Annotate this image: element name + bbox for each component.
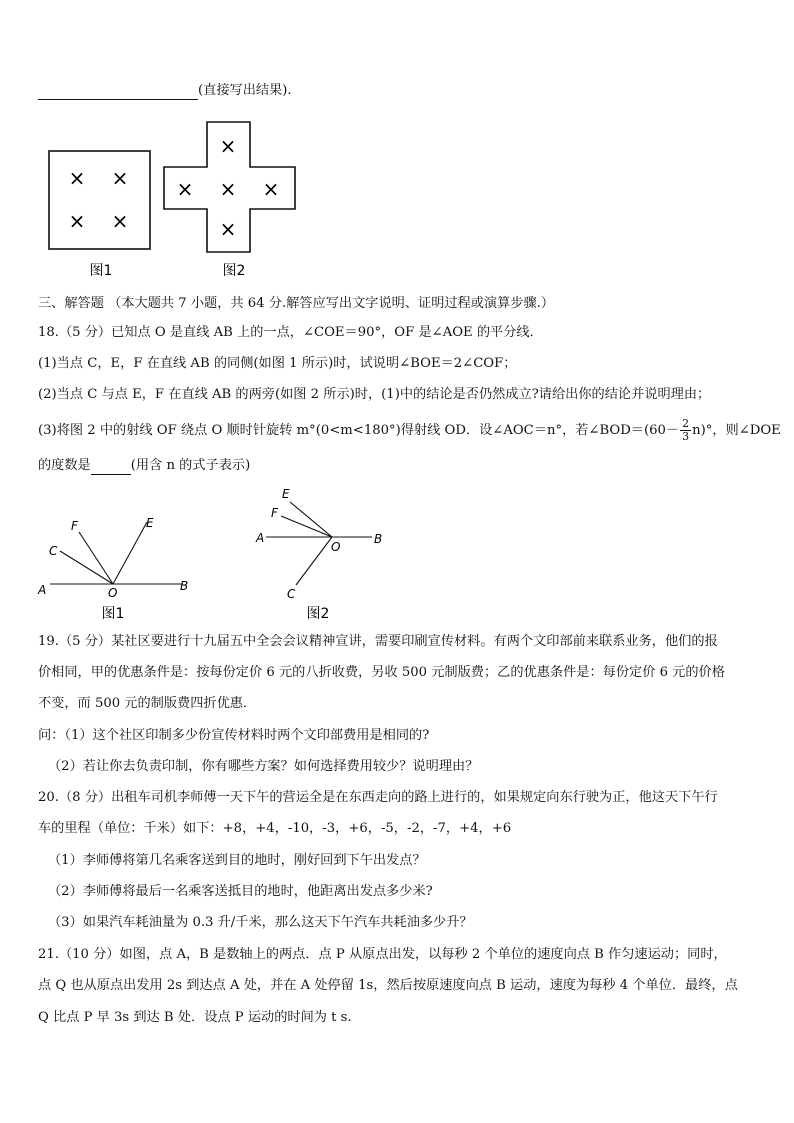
- fraction: [680, 418, 691, 443]
- q17-answer-line: [38, 82, 292, 100]
- q18-part3: [38, 418, 781, 444]
- q18-part3-b: n)°，则∠DOE: [692, 423, 781, 438]
- q20-ask1: （1）李师傅将第几名乘客送到目的地时，刚好回到下午出发点？: [48, 853, 426, 868]
- q19-ask1: 问：（1）这个社区印制多少份宣传材料时两个文印部费用是相同的?: [38, 728, 430, 743]
- q17-suffix: (直接写出结果).: [198, 83, 292, 98]
- label-B: B: [180, 579, 189, 593]
- q18-part3-d: (用含 n 的式子表示): [130, 458, 251, 473]
- q18-figures: [0, 485, 794, 625]
- label-B: B: [374, 532, 383, 546]
- section-heading: 三、解答题 （本大题共 7 小题，共 64 分.解答应写出文字说明、证明过程或演算步骤.）: [38, 296, 555, 311]
- fig2-mark: ×: [219, 217, 237, 241]
- q21-line1: 21.（10 分）如图，点 A，B 是数轴上的两点．点 P 从原点出发，以每秒 2 个单位的速度向点 B 作匀速运动；同时，: [38, 947, 727, 962]
- answer-blank: [38, 85, 198, 100]
- label-A: A: [256, 531, 265, 545]
- answer-blank: [91, 460, 131, 475]
- q19-line1: 19.（5 分）某社区要进行十九届五中全会会议精神宣讲，需要印刷宣传材料。有两个文印部前来联系业务，他们的报: [38, 634, 718, 649]
- q20-ask2: （2）李师傅将最后一名乘客送抵目的地时，他距离出发点多少米?: [48, 884, 433, 899]
- fig1-caption: 图1: [101, 606, 125, 622]
- fig2-mark: ×: [219, 177, 237, 201]
- q18-fig1: [50, 522, 182, 584]
- fig2-mark: ×: [176, 177, 194, 201]
- q19-line3: 不变，而 500 元的制版费四折优惠．: [38, 696, 257, 711]
- q19-line2: 价相同，甲的优惠条件是：按每份定价 6 元的八折收费，另收 500 元制版费；乙的优惠条件是：每份定价 6 元的价格: [38, 665, 725, 680]
- label-E: E: [146, 516, 154, 530]
- q21-line3: Q 比点 P 早 3s 到达 B 处．设点 P 运动的时间为 t s.: [38, 1010, 352, 1025]
- fraction-denominator: 3: [682, 430, 690, 443]
- label-O: O: [108, 586, 118, 600]
- q18-fig2: [266, 502, 372, 585]
- q18-part3-cont: [38, 457, 250, 475]
- fig1-caption: 图1: [89, 263, 113, 279]
- fig2-mark: ×: [219, 134, 237, 158]
- q18-part3-a: (3)将图 2 中的射线 OF 绕点 O 顺时针旋转 m°(0<m<180°)得射线 OD．设∠AOC＝n°，若∠BOD＝(60－: [38, 423, 680, 438]
- q18-stem: 18.（5 分）已知点 O 是直线 AB 上的一点，∠COE＝90°，OF 是∠AOE 的平分线．: [38, 325, 543, 340]
- q18-part2: (2)当点 C 与点 E，F 在直线 AB 的两旁(如图 2 所示)时，(1)中的结论是否仍然成立?请给出你的结论并说明理由；: [38, 387, 711, 402]
- fig1-mark: ×: [68, 166, 86, 190]
- fig2-caption: 图2: [306, 606, 330, 622]
- fig1-square: [49, 151, 150, 249]
- q20-line2: 车的里程（单位：千米）如下：+8，+4，-10，-3，+6，-5，-2，-7，+4，+6: [38, 821, 512, 836]
- q17-figures: [0, 115, 794, 295]
- q18-part1: (1)当点 C，E，F 在直线 AB 的同侧(如图 1 所示)时，试说明∠BOE＝2∠COF；: [38, 356, 517, 371]
- q18-part3-c: 的度数是: [38, 458, 91, 473]
- fig1-mark: ×: [111, 209, 129, 233]
- label-F: F: [271, 506, 278, 520]
- q20-line1: 20.（8 分）出租车司机李师傅一天下午的营运全是在东西走向的路上进行的，如果规定向东行驶为正，他这天下午行: [38, 790, 718, 805]
- label-O: O: [331, 540, 341, 554]
- q21-line2: 点 Q 也从原点出发用 2s 到达点 A 处，并在 A 处停留 1s，然后按原速度向点 B 运动，速度为每秒 4 个单位．最终，点: [38, 978, 738, 993]
- q19-ask2: （2）若让你去负责印制，你有哪些方案？如何选择费用较少？说明理由？: [48, 759, 479, 774]
- q20-ask3: （3）如果汽车耗油量为 0.3 升/千米，那么这天下午汽车共耗油多少升？: [48, 915, 473, 930]
- fraction-numerator: 2: [682, 417, 690, 430]
- label-C: C: [287, 587, 296, 601]
- fig2-mark: ×: [262, 177, 280, 201]
- fig1-mark: ×: [111, 166, 129, 190]
- label-C: C: [49, 544, 58, 558]
- fig2-caption: 图2: [222, 263, 246, 279]
- label-A: A: [38, 583, 47, 597]
- label-E: E: [282, 487, 290, 501]
- fig1-mark: ×: [68, 209, 86, 233]
- label-F: F: [71, 519, 78, 533]
